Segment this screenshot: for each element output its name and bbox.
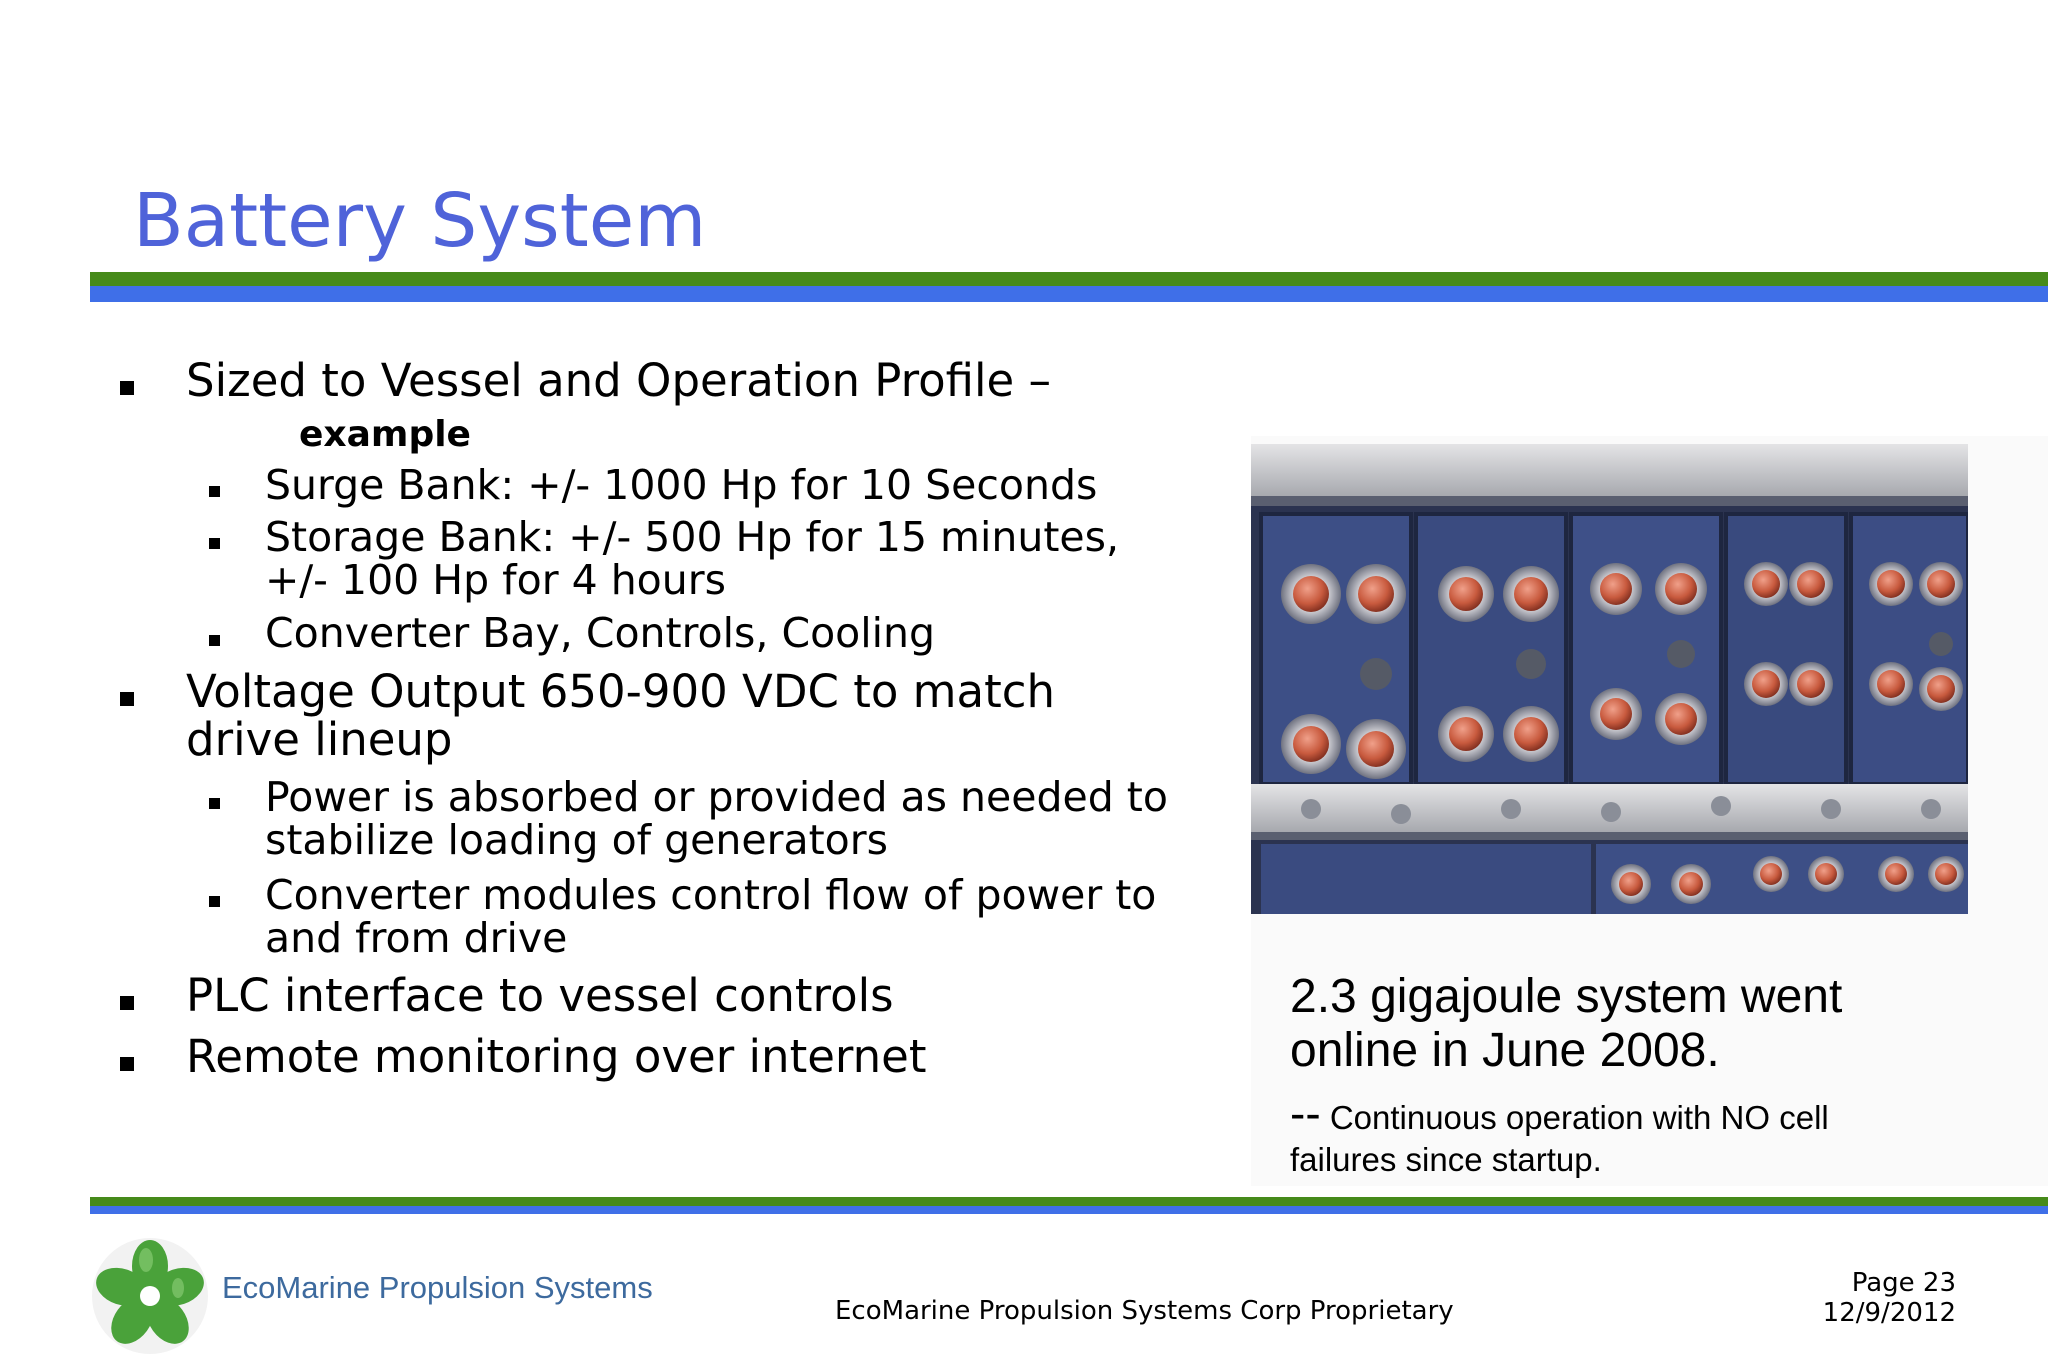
bullet-square-icon [120,692,134,706]
company-name: EcoMarine Propulsion Systems [222,1270,653,1305]
page-info [1823,1268,1956,1328]
footer-rule-green [90,1197,2048,1206]
bullet-square-icon [120,381,134,395]
footer-rule-blue [90,1206,2048,1214]
sub-bullet-item: Surge Bank: +/- 1000 Hp for 10 Seconds [265,461,1098,509]
photo-caption-line: online in June 2008. [1290,1024,1720,1077]
battery-rack-photo [1251,444,1968,914]
slide-date: 12/9/2012 [1822,1298,1956,1328]
proprietary-notice: EcoMarine Propulsion Systems Corp Proprietary [835,1296,1454,1326]
sub-bullet-item: Converter Bay, Controls, Cooling [265,609,936,657]
sub-bullet-square-icon [209,486,220,497]
sub-bullet-square-icon [209,635,220,646]
bullet-item: PLC interface to vessel controls [186,969,894,1022]
title-rule-green [90,272,2048,286]
bullet-emphasis: example [299,414,471,455]
bullet-item: Remote monitoring over internet [186,1030,927,1083]
slide-title: Battery System [133,178,707,264]
photo-note-line: failures since startup. [1290,1141,1602,1178]
sub-bullet-item-cont: stabilize loading of generators [265,816,888,864]
sub-bullet-item: Converter modules control flow of power to [265,871,1157,919]
photo-note-line: Continuous operation with NO cell [1329,1099,1829,1136]
photo-caption-line: 2.3 gigajoule system went [1290,970,1843,1023]
bullet-item: Voltage Output 650-900 VDC to match [186,665,1055,718]
bullet-item: Sized to Vessel and Operation Profile – [186,354,1052,407]
bullet-item-cont: drive lineup [186,713,453,766]
bullet-square-icon [120,996,134,1010]
bullet-square-icon [120,1057,134,1071]
sub-bullet-square-icon [209,896,220,907]
page-number: Page 23 [1851,1268,1956,1298]
sub-bullet-item-cont: +/- 100 Hp for 4 hours [265,556,726,604]
sub-bullet-square-icon [209,798,220,809]
sub-bullet-square-icon [209,538,220,549]
sub-bullet-item-cont: and from drive [265,914,568,962]
sub-bullet-item: Storage Bank: +/- 500 Hp for 15 minutes, [265,513,1120,561]
flower-logo-icon [90,1236,210,1356]
photo-note [1290,1087,1829,1181]
photo-caption [1290,970,1842,1078]
note-dash: -- [1290,1087,1321,1139]
title-rule-blue [90,286,2048,302]
sub-bullet-item: Power is absorbed or provided as needed to [265,773,1168,821]
